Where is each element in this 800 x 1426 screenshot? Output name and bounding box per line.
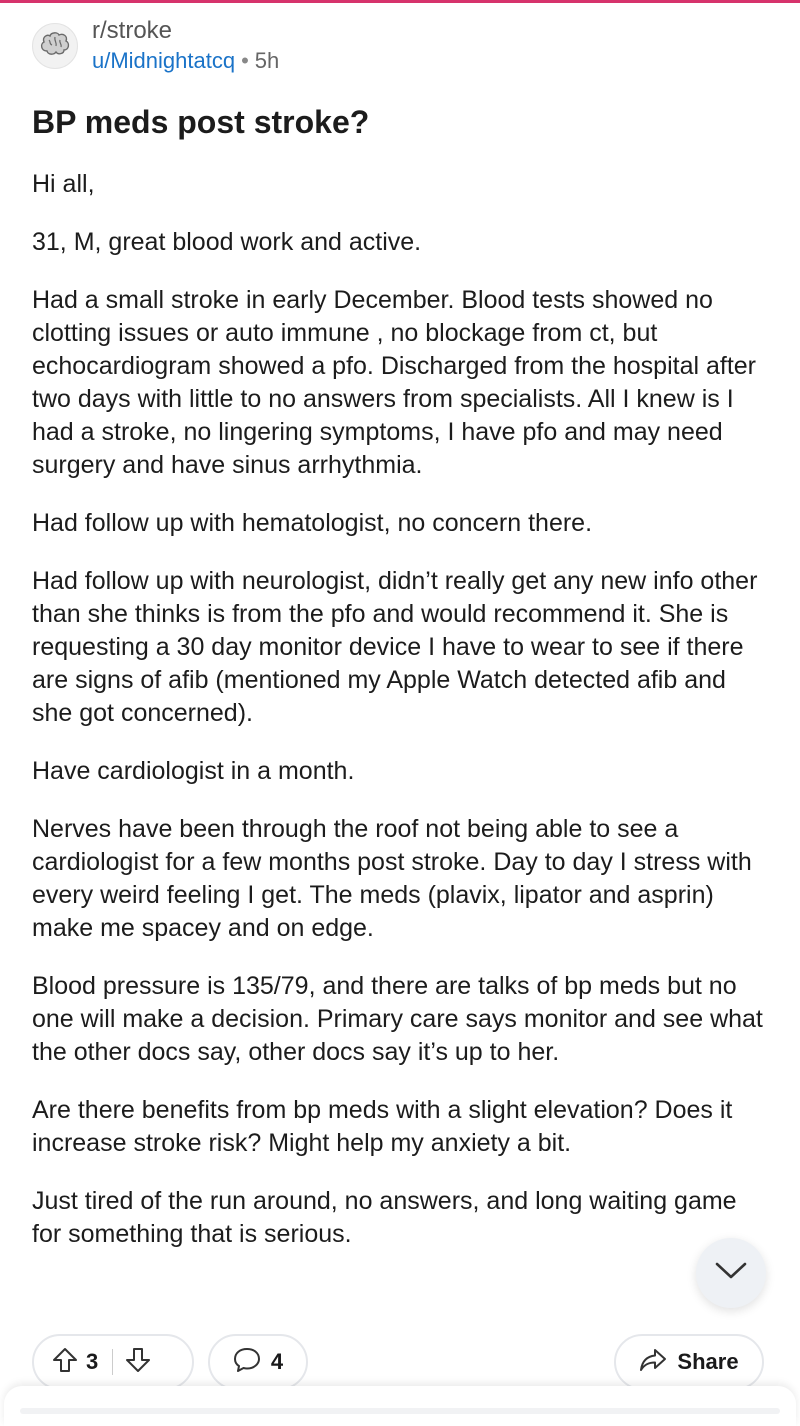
- downvote-arrow-icon[interactable]: [125, 1347, 151, 1378]
- vote-count: 3: [86, 1349, 99, 1374]
- post-paragraph: Hi all,: [32, 170, 95, 198]
- post-paragraph: Are there benefits from bp meds with a slight elevation? Does it increase stroke risk? Might help my anxiety a bit.: [32, 1096, 733, 1157]
- post-title: BP meds post stroke?: [32, 104, 370, 140]
- post-paragraph: 31, M, great blood work and active.: [32, 228, 422, 256]
- comment-count: 4: [270, 1349, 284, 1374]
- comments-button[interactable]: [208, 1334, 308, 1390]
- post-paragraph: Had a small stroke in early December. Blood tests showed no clotting issues or auto immune , no blockage from ct, but echocardiogram showed a pfo. Discharged from the hospital after two days with little to no answers from specialists. All I knew is I had a stroke, no lingering symptoms, I have pfo and may need surgery and have sinus arrhythmia.: [32, 286, 756, 479]
- brain-icon: [39, 31, 71, 62]
- share-arrow-icon: [639, 1347, 667, 1378]
- post-action-bar: [32, 1334, 764, 1390]
- post-age: 5h: [254, 48, 280, 73]
- subreddit-name[interactable]: r/stroke: [92, 17, 173, 44]
- comment-bubble-icon: [233, 1346, 261, 1379]
- post-paragraph: Had follow up with neurologist, didn’t really get any new info other than she thinks is from the pfo and would recommend it. She is requesting a 30 day monitor device I have to wear to see if there are signs of afib (mentioned my Apple Watch detected afib and she got concerned).: [32, 567, 758, 727]
- upvote-arrow-icon[interactable]: [52, 1347, 78, 1378]
- subreddit-avatar[interactable]: [32, 23, 78, 69]
- post-meta: [92, 16, 279, 76]
- separator-dot: •: [241, 48, 249, 73]
- share-button[interactable]: [614, 1334, 764, 1390]
- post-paragraph: Had follow up with hematologist, no concern there.: [32, 509, 593, 537]
- post-body: [32, 168, 772, 1276]
- username-link[interactable]: u/Midnightatcq: [92, 48, 236, 73]
- post-paragraph: Just tired of the run around, no answers, and long waiting game for something that is serious.: [32, 1187, 737, 1248]
- scroll-down-button[interactable]: [696, 1238, 766, 1308]
- byline: [92, 46, 279, 76]
- post-paragraph: Blood pressure is 135/79, and there are talks of bp meds but no one will make a decision. Primary care says monitor and see what the other docs say, other docs say it’s up to her.: [32, 972, 763, 1066]
- vote-control: [32, 1334, 194, 1390]
- chevron-down-icon: [714, 1261, 748, 1286]
- post-header: [32, 16, 279, 76]
- top-accent-bar: [0, 0, 800, 3]
- post-paragraph: Have cardiologist in a month.: [32, 757, 355, 785]
- post-paragraph: Nerves have been through the roof not being able to see a cardiologist for a few months post stroke. Day to day I stress with every weird feeling I get. The meds (plavix, lipator and asprin) make me spacey and on edge.: [32, 815, 752, 942]
- bottom-sheet[interactable]: [4, 1386, 796, 1426]
- share-label: Share: [677, 1349, 739, 1374]
- vote-divider: [112, 1349, 113, 1375]
- bottom-divider: [20, 1408, 780, 1414]
